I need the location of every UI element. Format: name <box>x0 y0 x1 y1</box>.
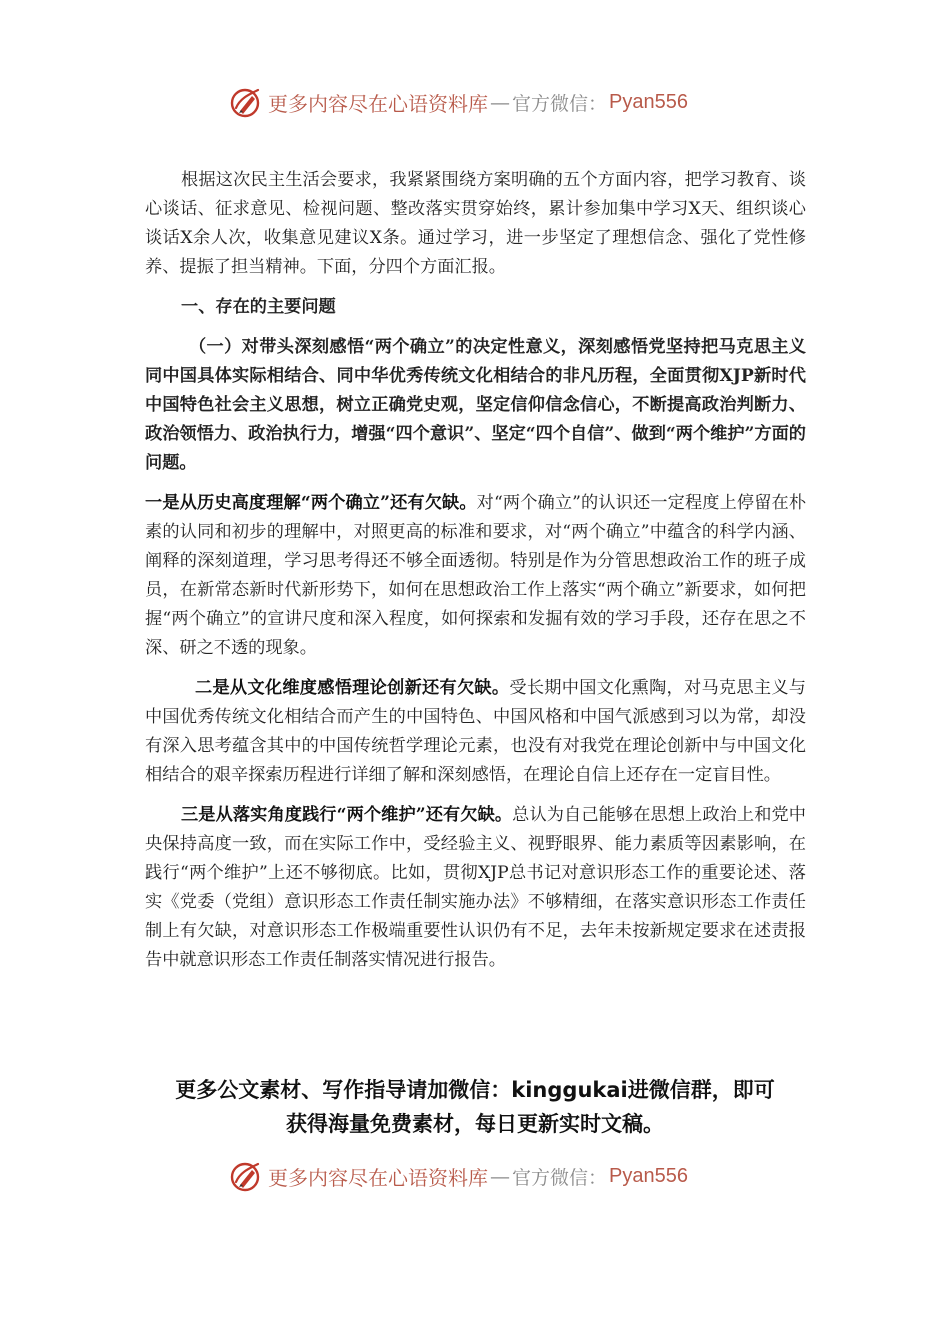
document-body <box>145 166 806 975</box>
brand-text: 更多内容尽在心语资料库 <box>268 1165 488 1190</box>
brand-text: 更多内容尽在心语资料库 <box>268 91 488 116</box>
wechat-id: Pyan556 <box>609 1164 688 1187</box>
footer-banner <box>228 1158 688 1194</box>
point-lead: 二是从文化维度感悟理论创新还有欠缺。 <box>195 678 510 698</box>
promo-line-1: 更多公文素材、写作指导请加微信：kinggukai进微信群，即可 <box>175 1078 775 1102</box>
point-body: 受长期中国文化熏陶，对马克思主义与中国优秀传统文化相结合而产生的中国特色、中国风格和中国气派感到习以为常，却没有深入思考蕴含其中的中国传统哲学理论元素，也没有对我党在理论创新中与中国文化相结合的艰辛探索历程进行详细了解和深刻感悟，在理论自信上还存在一定盲目性。 <box>145 678 806 785</box>
subsection-heading: （一）对带头深刻感悟“两个确立”的决定性意义，深刻感悟党坚持把马克思主义同中国具体实际相结合、同中华优秀传统文化相结合的非凡历程，全面贯彻XJP新时代中国特色社会主义思想，树立正确党史观，坚定信仰信念信心，不断提高政治判断力、政治领悟力、政治执行力，增强“四个意识”、坚定“四个自信”、做到“两个维护”方面的问题。 <box>145 337 806 473</box>
point-paragraph-2 <box>145 674 806 790</box>
point-body: 总认为自己能够在思想上政治上和党中央保持高度一致，而在实际工作中，受经验主义、视野眼界、能力素质等因素影响，在践行“两个维护”上还不够彻底。比如，贯彻XJP总书记对意识形态工作的重要论述、落实《党委（党组）意识形态工作责任制实施办法》不够精细，在落实意识形态工作责任制上有欠缺，对意识形态工作极端重要性认识仍有不足，去年未按新规定要求在述责报告中就意识形态工作责任制落实情况进行报告。 <box>145 805 806 970</box>
pen-nib-swirl-logo-icon <box>228 84 264 120</box>
point-body: 对“两个确立”的认识还一定程度上停留在朴素的认同和初步的理解中，对照更高的标准和要求，对“两个确立”中蕴含的科学内涵、阐释的深刻道理，学习思考得还不够全面透彻。特别是作为分管思想政治工作的班子成员，在新常态新时代新形势下，如何在思想政治工作上落实“两个确立”新要求，如何把握“两个确立”的宣讲尺度和深入程度，如何探索和发掘有效的学习手段，还存在思之不深、研之不透的现象。 <box>145 493 807 658</box>
point-paragraph-3 <box>145 801 806 975</box>
banner-separator: — <box>490 1164 510 1188</box>
point-lead: 一是从历史高度理解“两个确立”还有欠缺。 <box>145 493 477 513</box>
wechat-label: 官方微信： <box>512 1166 608 1189</box>
promo-text <box>140 1073 810 1141</box>
intro-paragraph: 根据这次民主生活会要求，我紧紧围绕方案明确的五个方面内容，把学习教育、谈心谈话、征求意见、检视问题、整改落实贯穿始终，累计参加集中学习X天、组织谈心谈话X余人次，收集意见建议X条。通过学习，进一步坚定了理想信念、强化了党性修养、提振了担当精神。下面，分四个方面汇报。 <box>145 170 806 277</box>
banner-separator: — <box>490 90 510 114</box>
wechat-label: 官方微信： <box>512 92 608 115</box>
point-paragraph-1 <box>145 489 806 663</box>
header-banner <box>228 84 688 120</box>
point-lead: 三是从落实角度践行“两个维护”还有欠缺。 <box>181 805 513 825</box>
pen-nib-swirl-logo-icon <box>228 1158 264 1194</box>
promo-line-2: 获得海量免费素材，每日更新实时文稿。 <box>286 1112 664 1136</box>
section-heading: 一、存在的主要问题 <box>181 297 336 317</box>
wechat-id: Pyan556 <box>609 90 688 113</box>
